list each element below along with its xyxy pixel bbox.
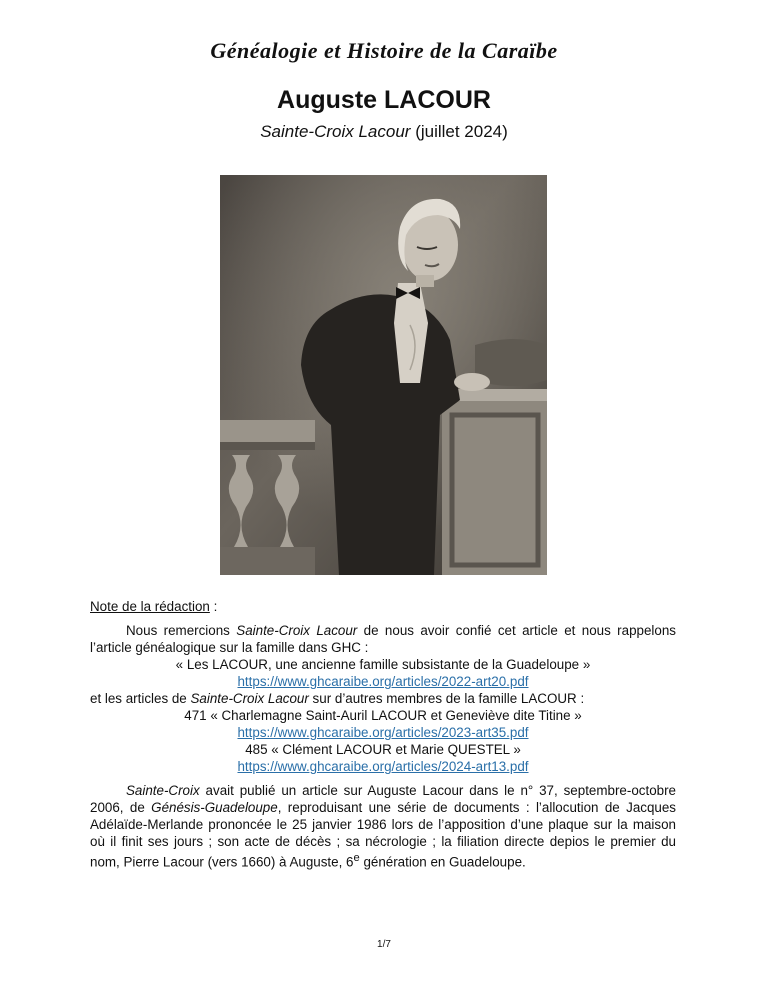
note-p1-author: Sainte-Croix Lacour xyxy=(236,623,358,638)
note-p2-text: et les articles de xyxy=(90,691,191,706)
note-p2-text-end: sur d’autres membres de la famille LACOUR : xyxy=(308,691,585,706)
page-subtitle xyxy=(0,122,768,142)
note-p3-text-end: génération en Guadeloupe. xyxy=(359,854,526,870)
note-label: Note de la rédaction xyxy=(90,599,210,614)
page-title: Auguste LACOUR xyxy=(277,86,491,114)
note-p2-author: Sainte-Croix Lacour xyxy=(190,691,309,706)
ref1-link[interactable]: https://www.ghcaraibe.org/articles/2022-art20.pdf xyxy=(237,674,529,689)
note-p3-journal: Génésis-Guadeloupe xyxy=(151,800,278,815)
subtitle-date: (juillet 2024) xyxy=(415,122,508,141)
portrait-photo-icon xyxy=(220,175,547,575)
ref3-link[interactable]: https://www.ghcaraibe.org/articles/2024-art13.pdf xyxy=(237,759,529,774)
ref3-title: 485 « Clément LACOUR et Marie QUESTEL » xyxy=(245,742,521,757)
note-p3-name: Sainte-Croix xyxy=(126,783,200,798)
note-paragraph-3 xyxy=(90,782,676,870)
note-paragraph-2 xyxy=(90,690,676,707)
subtitle-author: Sainte-Croix Lacour xyxy=(260,122,411,141)
note-label-colon: : xyxy=(209,599,218,614)
ref1-title: « Les LACOUR, une ancienne famille subsistante de la Guadeloupe » xyxy=(175,657,591,672)
editor-note xyxy=(90,598,676,870)
note-paragraph-1 xyxy=(90,622,676,656)
page-number: 1/7 xyxy=(377,939,391,950)
ref2-title: 471 « Charlemagne Saint-Auril LACOUR et Geneviève dite Titine » xyxy=(184,708,582,723)
site-header: Généalogie et Histoire de la Caraïbe xyxy=(210,38,558,63)
note-p1-text-end: de nous avoir confié cet article et nous rappelons l’article généalogique sur la famille dans GHC : xyxy=(90,623,676,655)
note-p3-sup: e xyxy=(353,852,360,864)
ref2-link[interactable]: https://www.ghcaraibe.org/articles/2023-art35.pdf xyxy=(237,725,529,740)
note-p3-text: avait publié un article sur Auguste Lacour dans le n° 37, septembre-octobre 2006, de xyxy=(90,783,676,815)
note-p1-text: Nous remercions xyxy=(126,623,237,638)
note-p3-text-mid: , reproduisant une série de documents : l’allocution de Jacques Adélaïde-Merlande prononcée le 25 janvier 1986 lors de l’apposition d’une plaque sur la maison où il finit ses jours ; son acte de décès ; sa nécrologie ; la filiation directe depios le premier du nom, Pierre Lacour (vers 1660) à Auguste, 6 xyxy=(90,800,676,870)
